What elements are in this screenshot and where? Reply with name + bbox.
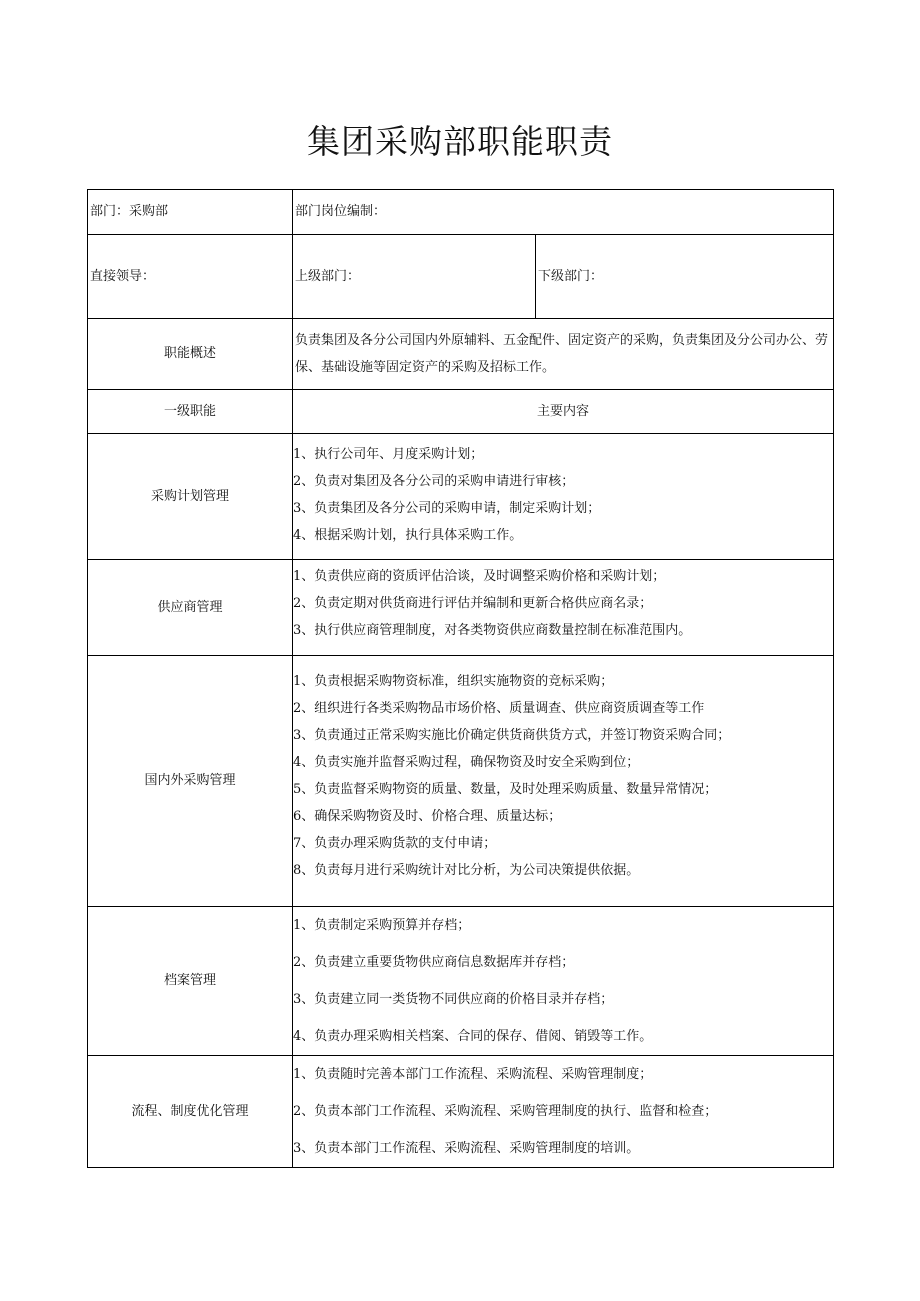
overview-label: 职能概述	[88, 319, 293, 390]
function-item-list	[293, 907, 833, 1055]
staffing-cell: 部门岗位编制：	[293, 190, 834, 235]
function-item: 2、负责对集团及各分公司的采购申请进行审核；	[293, 474, 575, 489]
function-item: 4、负责办理采购相关档案、合同的保存、借阅、销毁等工作。	[293, 1029, 653, 1044]
department-row	[88, 190, 834, 235]
function-row	[88, 434, 834, 560]
overview-cell	[293, 319, 834, 390]
function-item: 8、负责每月进行采购统计对比分析，为公司决策提供依据。	[293, 863, 640, 878]
function-item: 5、负责监督采购物资的质量、数量，及时处理采购质量、数量异常情况；	[293, 782, 718, 797]
function-item: 1、负责根据采购物资标准，组织实施物资的竞标采购；	[293, 674, 614, 689]
function-item-list	[293, 560, 833, 644]
function-item: 1、负责供应商的资质评估洽谈，及时调整采购价格和采购计划；	[293, 569, 666, 584]
duty-table	[87, 189, 834, 1168]
function-item: 1、负责制定采购预算并存档；	[293, 918, 471, 933]
function-row	[88, 907, 834, 1056]
overview-row	[88, 319, 834, 390]
function-item: 4、根据采购计划，执行具体采购工作。	[293, 528, 523, 543]
function-item: 1、负责随时完善本部门工作流程、采购流程、采购管理制度；	[293, 1067, 653, 1082]
function-item: 1、执行公司年、月度采购计划；	[293, 447, 484, 462]
function-column-header: 一级职能	[88, 390, 293, 434]
function-item: 3、负责通过正常采购实施比价确定供货商供货方式，并签订物资采购合同；	[293, 728, 731, 743]
function-item: 7、负责办理采购货款的支付申请；	[293, 836, 497, 851]
function-items-cell	[293, 907, 834, 1056]
leader-cell: 直接领导：	[88, 235, 293, 319]
function-name: 档案管理	[88, 907, 293, 1056]
function-item: 2、负责定期对供货商进行评估并编制和更新合格供应商名录；	[293, 596, 653, 611]
function-item-list	[293, 656, 833, 884]
function-item: 3、执行供应商管理制度，对各类物资供应商数量控制在标准范围内。	[293, 623, 692, 638]
function-row	[88, 656, 834, 907]
superior-cell: 上级部门：	[293, 235, 536, 319]
function-item-list	[293, 434, 833, 549]
overview-text: 负责集团及各分公司国内外原辅料、五金配件、固定资产的采购，负责集团及分公司办公、劳保、基础设施等固定资产的采购及招标工作。	[295, 333, 829, 375]
function-item-list	[293, 1056, 833, 1167]
function-row	[88, 1056, 834, 1168]
leader-row	[88, 235, 834, 319]
function-item: 2、负责本部门工作流程、采购流程、采购管理制度的执行、监督和检查；	[293, 1104, 718, 1119]
function-items-cell	[293, 656, 834, 907]
function-item: 6、确保采购物资及时、价格合理、质量达标；	[293, 809, 562, 824]
function-row	[88, 560, 834, 656]
function-items-cell	[293, 560, 834, 656]
column-header-row	[88, 390, 834, 434]
content-column-header: 主要内容	[293, 390, 834, 434]
function-name: 供应商管理	[88, 560, 293, 656]
function-name: 国内外采购管理	[88, 656, 293, 907]
function-item: 4、负责实施并监督采购过程，确保物资及时安全采购到位；	[293, 755, 640, 770]
subordinate-cell: 下级部门：	[536, 235, 834, 319]
function-item: 2、组织进行各类采购物品市场价格、质量调查、供应商资质调查等工作	[293, 701, 705, 716]
department-cell: 部门：采购部	[88, 190, 293, 235]
page-title: 集团采购部职能职责	[307, 122, 613, 161]
function-item: 2、负责建立重要货物供应商信息数据库并存档；	[293, 955, 575, 970]
function-item: 3、负责集团及各分公司的采购申请，制定采购计划；	[293, 501, 601, 516]
function-name: 采购计划管理	[88, 434, 293, 560]
function-name: 流程、制度优化管理	[88, 1056, 293, 1168]
function-item: 3、负责建立同一类货物不同供应商的价格目录并存档；	[293, 992, 614, 1007]
function-items-cell	[293, 1056, 834, 1168]
function-items-cell	[293, 434, 834, 560]
function-item: 3、负责本部门工作流程、采购流程、采购管理制度的培训。	[293, 1141, 640, 1156]
